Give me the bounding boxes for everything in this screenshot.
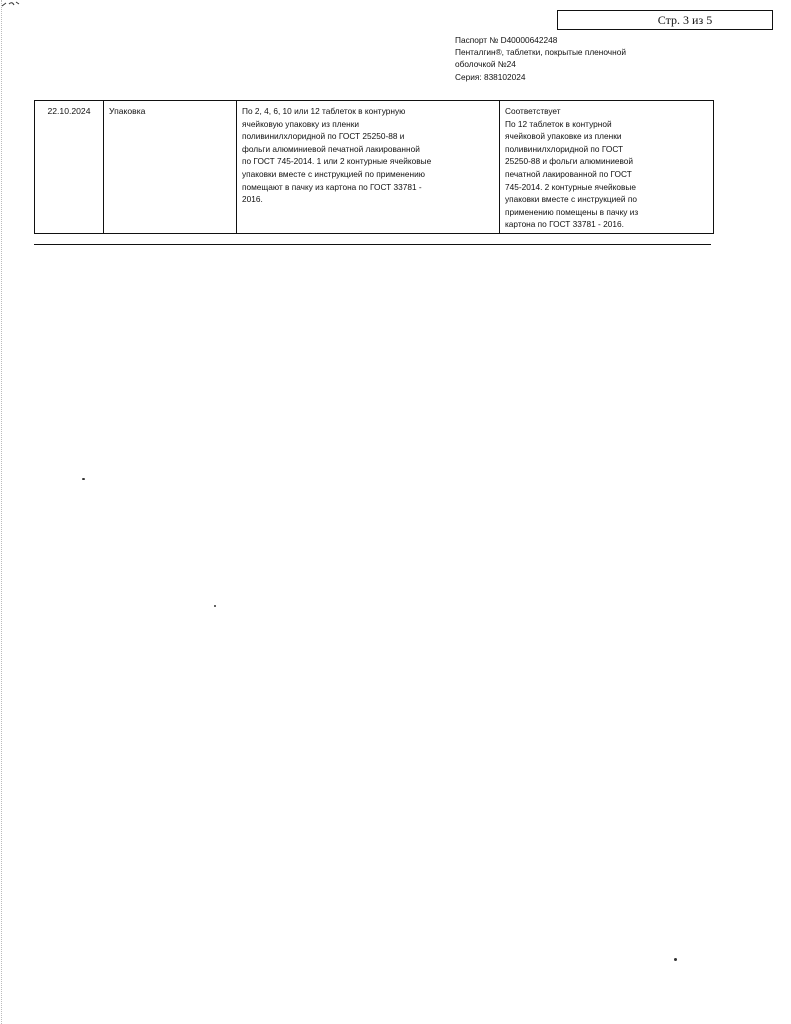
result-line: ячейковой упаковке из пленки xyxy=(505,131,622,142)
page-indicator: Стр. 3 из 5 xyxy=(657,13,713,27)
cell-test-name: Упаковка xyxy=(104,101,237,234)
table-bottom-rule xyxy=(34,244,711,245)
scan-speck xyxy=(214,605,216,607)
table-row xyxy=(35,101,714,234)
scan-edge-line xyxy=(1,0,2,1024)
test-results-table xyxy=(34,100,714,234)
requirement-line: ячейковую упаковку из пленки xyxy=(242,118,360,129)
cell-requirement xyxy=(237,101,500,234)
requirement-line: помещают в пачку из картона по ГОСТ 33781 - xyxy=(242,181,422,192)
result-line: 25250-88 и фольги алюминиевой xyxy=(505,156,634,167)
result-line: По 12 таблеток в контурной xyxy=(505,118,612,129)
product-name-line-1: Пенталгин®, таблетки, покрытые пленочной xyxy=(455,47,626,58)
passport-number: Паспорт № D40000642248 xyxy=(455,35,558,45)
product-name-line-2: оболочкой №24 xyxy=(455,59,516,70)
cell-result xyxy=(500,101,714,234)
result-line: Соответствует xyxy=(505,106,561,116)
result-line: применению помещены в пачку из xyxy=(505,206,639,217)
requirement-line: По 2, 4, 6, 10 или 12 таблеток в контурную xyxy=(242,106,406,116)
series-number: Серия: 838102024 xyxy=(455,71,526,82)
requirement-line: 2016. xyxy=(242,194,263,205)
result-line: упаковки вместе с инструкцией по xyxy=(505,194,637,205)
result-line: 745-2014. 2 контурные ячейковые xyxy=(505,181,636,192)
result-line: картона по ГОСТ 33781 - 2016. xyxy=(505,219,624,230)
document-header xyxy=(455,34,655,83)
requirement-line: фольги алюминиевой печатной лакированной xyxy=(242,143,420,154)
scan-speck xyxy=(82,478,85,480)
cell-date: 22.10.2024 xyxy=(35,101,104,234)
requirement-line: упаковки вместе с инструкцией по применению xyxy=(242,168,425,179)
result-line: поливинилхлоридной по ГОСТ xyxy=(505,143,624,154)
requirement-line: по ГОСТ 745-2014. 1 или 2 контурные ячейковые xyxy=(242,156,432,167)
result-line: печатной лакированной по ГОСТ xyxy=(505,168,632,179)
page-indicator-box xyxy=(557,10,773,30)
corner-scribble-mark xyxy=(0,0,22,10)
scan-speck xyxy=(674,958,677,961)
requirement-line: поливинилхлоридной по ГОСТ 25250-88 и xyxy=(242,131,405,142)
